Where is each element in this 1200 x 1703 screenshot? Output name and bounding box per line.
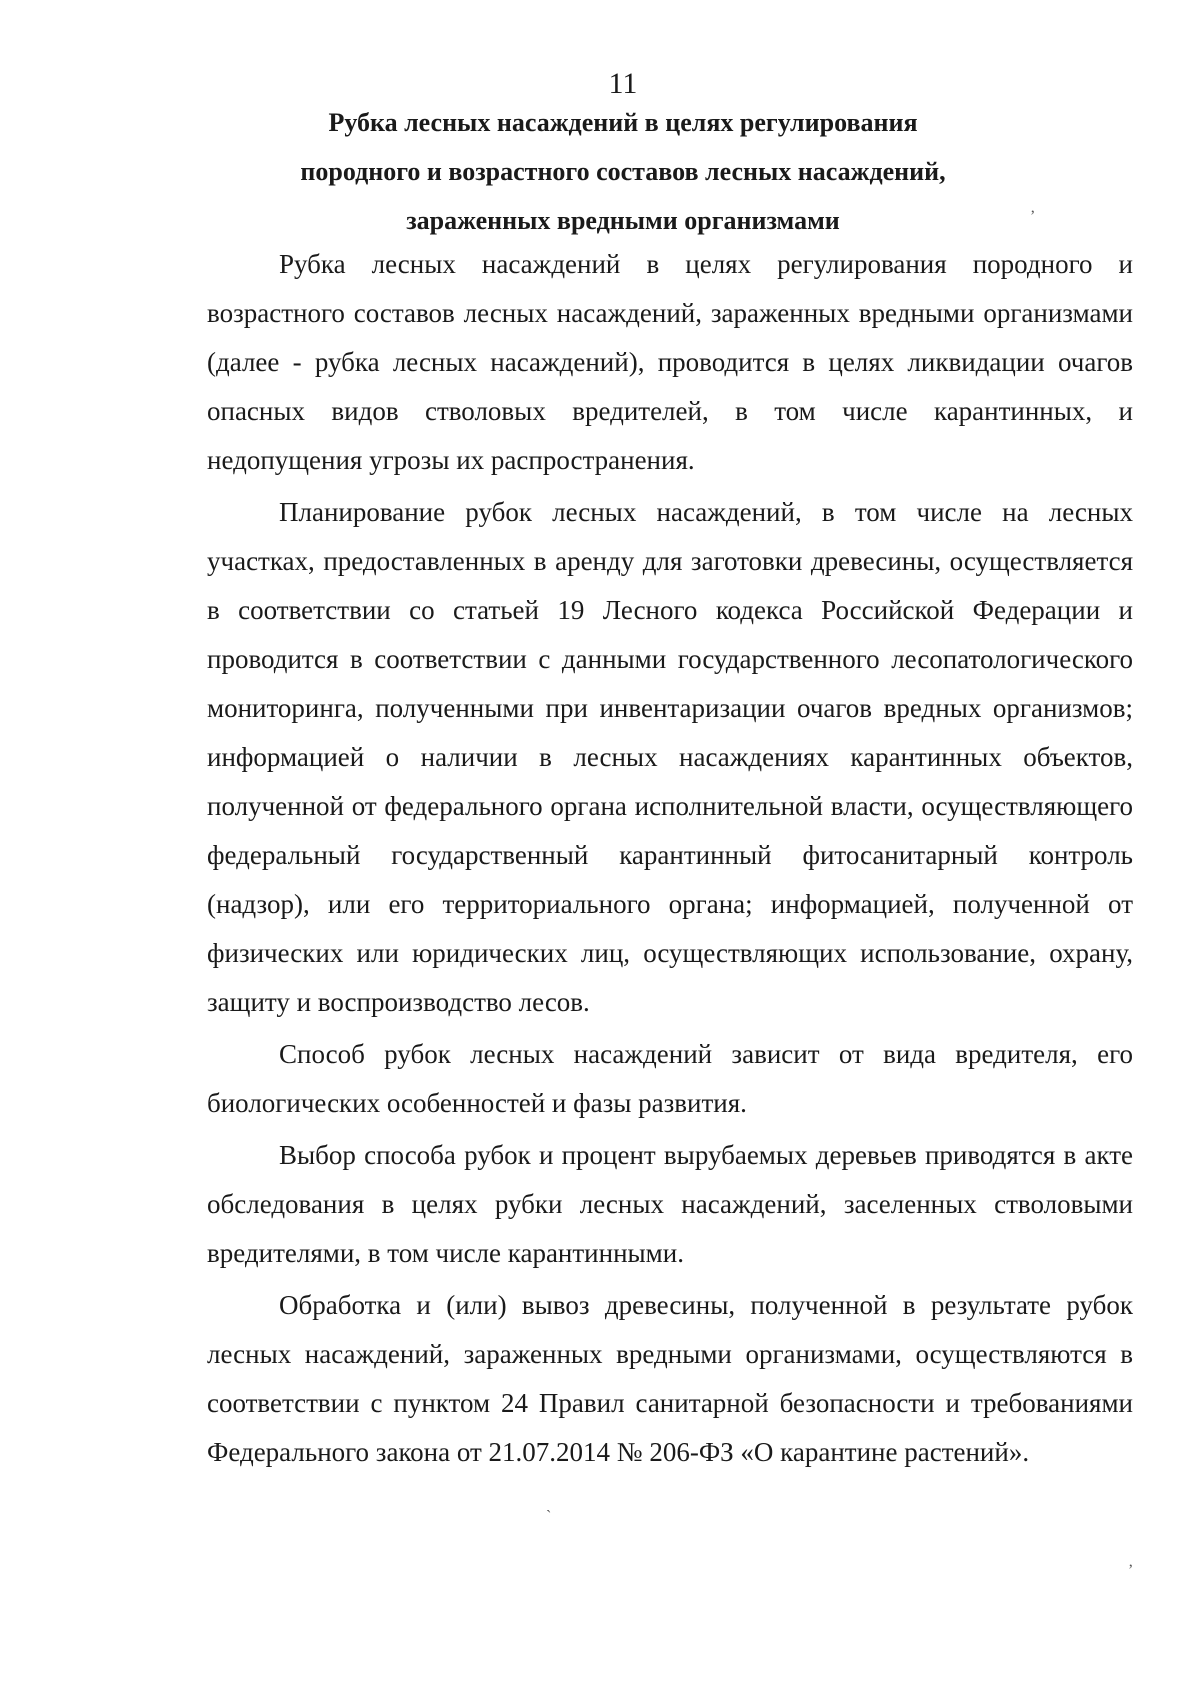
- paragraph-3: Способ рубок лесных насаждений зависит от вида вредителя, его биологических особенностей и фазы развития.: [207, 1039, 1133, 1118]
- paragraph-1: Рубка лесных насаждений в целях регулирования породного и возрастного составов лесных насаждений, зараженных вредными организмами (далее - рубка лесных насаждений), проводится в целях ликвидации очагов опасных видов стволовых вредителей, в том числе карантинных, и недопущения угрозы их распространения.: [207, 249, 1133, 475]
- scan-speck: ’: [1030, 208, 1036, 225]
- heading-line-2: породного и возрастного составов лесных насаждений,: [300, 157, 946, 186]
- paragraph-2: Планирование рубок лесных насаждений, в том числе на лесных участках, предоставленных в аренду для заготовки древесины, осуществляется в соответствии со статьей 19 Лесного кодекса Российской Федерации и проводится в соответствии с данными государственного лесопатологического мониторинга, полученными при инвентаризации очагов вредных организмов; информацией о наличии в лесных насаждениях карантинных объектов, полученной от федерального органа исполнительной власти, осуществляющего федеральный государственный карантинный фитосанитарный контроль (надзор), или его территориального органа; информацией, полученной от физических или юридических лиц, осуществляющих использование, охрану, защиту и воспроизводство лесов.: [207, 497, 1133, 1017]
- heading-line-3: зараженных вредными организмами: [406, 206, 840, 235]
- paragraph-5: Обработка и (или) вывоз древесины, полученной в результате рубок лесных насаждений, зараженных вредными организмами, осуществляются в соответствии с пунктом 24 Правил санитарной безопасности и требованиями Федерального закона от 21.07.2014 № 206-ФЗ «О карантине растений».: [207, 1290, 1133, 1467]
- page-number: 11: [608, 67, 638, 100]
- scan-speck: ’: [1128, 1562, 1134, 1579]
- section-heading: [240, 98, 1006, 245]
- paragraph-4: Выбор способа рубок и процент вырубаемых деревьев приводятся в акте обследования в целях рубки лесных насаждений, заселенных стволовыми вредителями, в том числе карантинными.: [207, 1140, 1133, 1268]
- document-body: [207, 240, 1133, 1480]
- heading-line-1: Рубка лесных насаждений в целях регулирования: [328, 108, 918, 137]
- scan-speck: `: [546, 1508, 552, 1525]
